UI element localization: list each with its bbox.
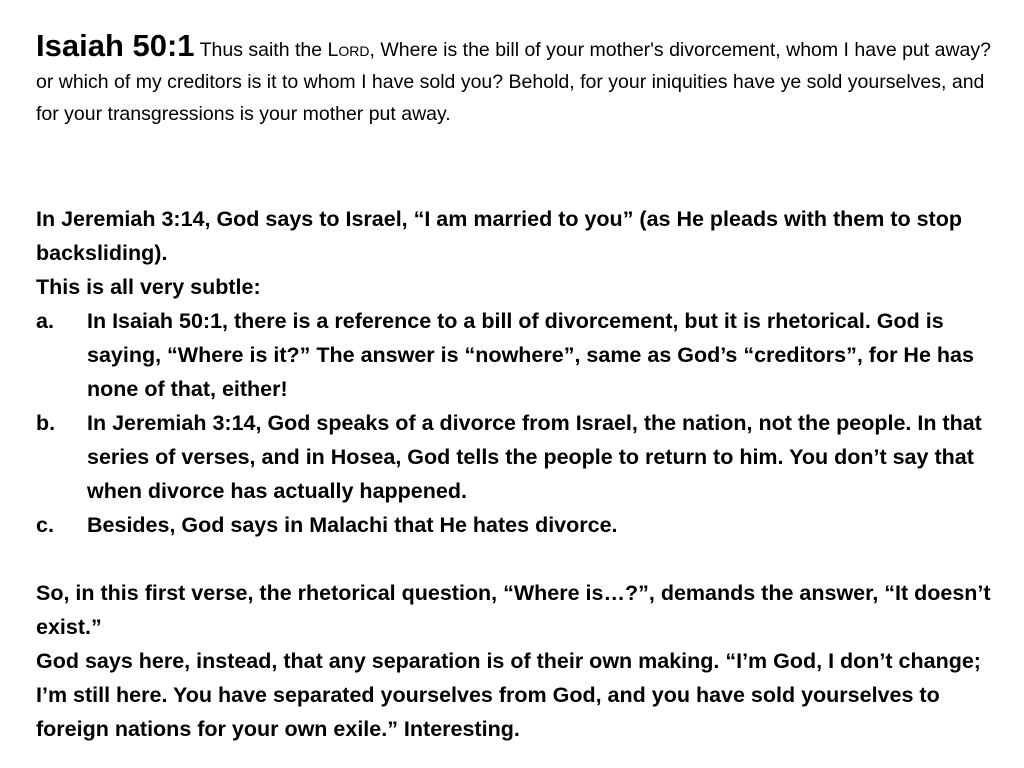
verse-reference: Isaiah 50:1 — [36, 28, 195, 63]
verse-text-part-2: , Where is the bill of your mother's divorcement, whom I have put away? or which of my creditors is it to whom I have sold you? Behold, for your iniquities have ye sold yourselves, and for your transgressions is your mother put away. — [36, 39, 991, 125]
list-marker: b. — [36, 411, 56, 435]
list-item — [36, 304, 996, 406]
points-list — [36, 304, 996, 542]
list-item-text: Besides, God says in Malachi that He hates divorce. — [87, 513, 618, 537]
scripture-quote — [36, 30, 996, 130]
verse-text-part-1: Thus saith the — [194, 39, 328, 61]
list-item — [36, 508, 996, 542]
spacer — [36, 542, 996, 576]
intro-paragraph: In Jeremiah 3:14, God says to Israel, “I am married to you” (as He pleads with them to stop backsliding). — [36, 207, 962, 265]
closing-paragraph: God says here, instead, that any separation is of their own making. “I’m God, I don’t change; I’m still here. You have separated yourselves from God, and you have sold yourselves to foreign nations for your own exile.” Interesting. — [36, 649, 981, 741]
list-item-text: In Isaiah 50:1, there is a reference to a bill of divorcement, but it is rhetorical. God is saying, “Where is it?” The answer is “nowhere”, same as God’s “creditors”, for He has none of that, either! — [87, 309, 974, 401]
list-marker: c. — [36, 513, 54, 537]
list-item-text: In Jeremiah 3:14, God speaks of a divorce from Israel, the nation, not the people. In that series of verses, and in Hosea, God tells the people to return to him. You don’t say that when divorce has actually happened. — [87, 411, 982, 503]
conclusion-paragraph: So, in this first verse, the rhetorical question, “Where is…?”, demands the answer, “It doesn’t exist.” — [36, 581, 991, 639]
subtle-heading: This is all very subtle: — [36, 275, 261, 299]
list-marker: a. — [36, 309, 54, 333]
verse-lord: Lord — [327, 39, 370, 61]
commentary — [36, 202, 996, 746]
list-item — [36, 406, 996, 508]
